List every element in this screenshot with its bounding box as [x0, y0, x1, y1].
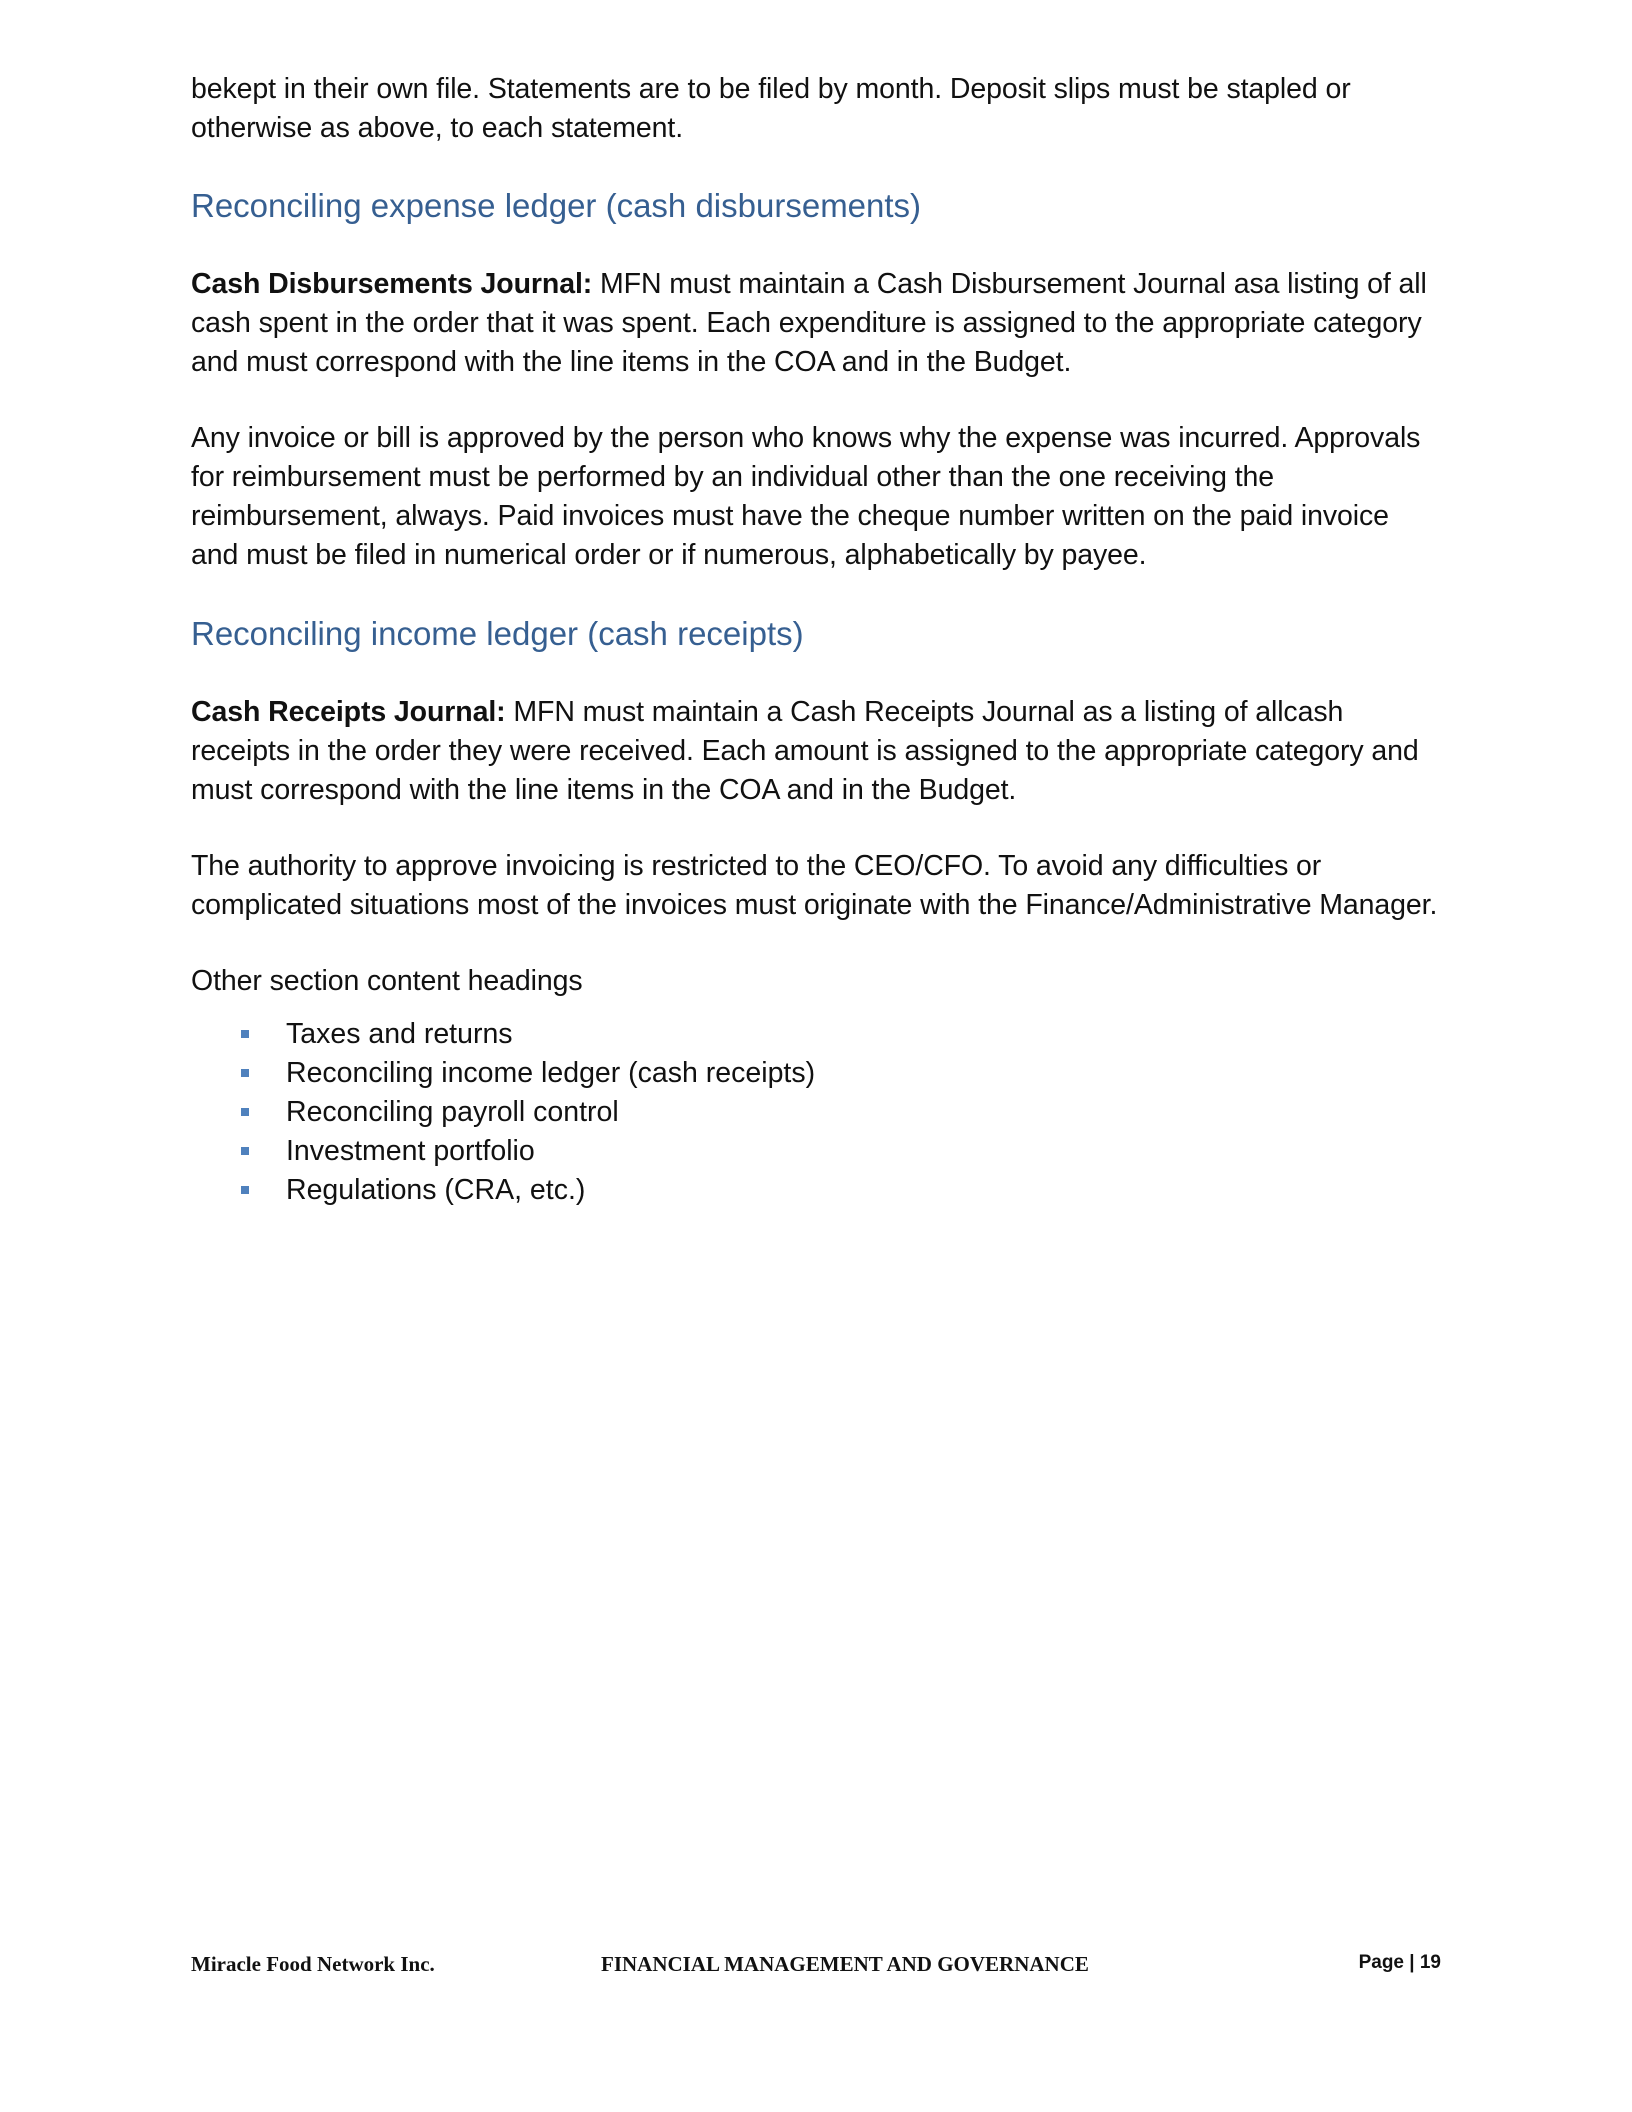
list-item [191, 1015, 1441, 1054]
cash-disbursements-label: Cash Disbursements Journal: [191, 268, 593, 300]
bullet-square-icon [241, 1186, 249, 1194]
list-item [191, 1093, 1441, 1132]
page-footer [191, 1952, 1441, 1982]
footer-document-title: FINANCIAL MANAGEMENT AND GOVERNANCE [601, 1952, 1089, 1976]
list-item-text: Reconciling payroll control [286, 1096, 619, 1128]
heading-expense-ledger: Reconciling expense ledger (cash disbursements) [191, 187, 922, 224]
list-item [191, 1132, 1441, 1171]
list-item-text: Regulations (CRA, etc.) [286, 1174, 586, 1206]
footer-page-number: Page | 19 [1358, 1952, 1441, 1973]
cash-receipts-label: Cash Receipts Journal: [191, 696, 506, 728]
bullet-square-icon [241, 1147, 249, 1155]
bullet-square-icon [241, 1030, 249, 1038]
cash-receipts-paragraph [191, 693, 1441, 810]
list-item-text: Investment portfolio [286, 1135, 535, 1167]
list-item [191, 1171, 1441, 1210]
cash-disbursements-text: MFN must maintain a Cash Disbursement Journal asa listing of all cash spent in the order that it was spent. Each expenditure is assigned to the appropriate category and must correspond with the line items in the COA and in the Budget. [191, 268, 1427, 378]
list-item [191, 1054, 1441, 1093]
footer-organization: Miracle Food Network Inc. [191, 1952, 435, 1976]
other-headings-label: Other section content headings [191, 965, 583, 997]
list-item-text: Taxes and returns [286, 1018, 513, 1050]
other-headings-list [191, 1015, 1441, 1210]
bullet-square-icon [241, 1069, 249, 1077]
heading-income-ledger: Reconciling income ledger (cash receipts) [191, 615, 804, 652]
page-body [191, 70, 1441, 1210]
cash-receipts-text: MFN must maintain a Cash Receipts Journal as a listing of allcash receipts in the order they were received. Each amount is assigned to the appropriate category and must correspond with the line items in the COA and in the Budget. [191, 696, 1419, 806]
invoicing-authority-paragraph: The authority to approve invoicing is restricted to the CEO/CFO. To avoid any difficulties or complicated situations most of the invoices must originate with the Finance/Administrative Manager. [191, 850, 1438, 921]
intro-paragraph: bekept in their own file. Statements are to be filed by month. Deposit slips must be stapled or otherwise as above, to each statement. [191, 73, 1351, 144]
list-item-text: Reconciling income ledger (cash receipts) [286, 1057, 816, 1089]
invoice-approval-paragraph: Any invoice or bill is approved by the person who knows why the expense was incurred. Approvals for reimbursement must be performed by an individual other than the one receiving the reimbursement, always. Paid invoices must have the cheque number written on the paid invoice and must be filed in numerical order or if numerous, alphabetically by payee. [191, 422, 1421, 571]
bullet-square-icon [241, 1108, 249, 1116]
cash-disbursements-paragraph [191, 265, 1441, 382]
